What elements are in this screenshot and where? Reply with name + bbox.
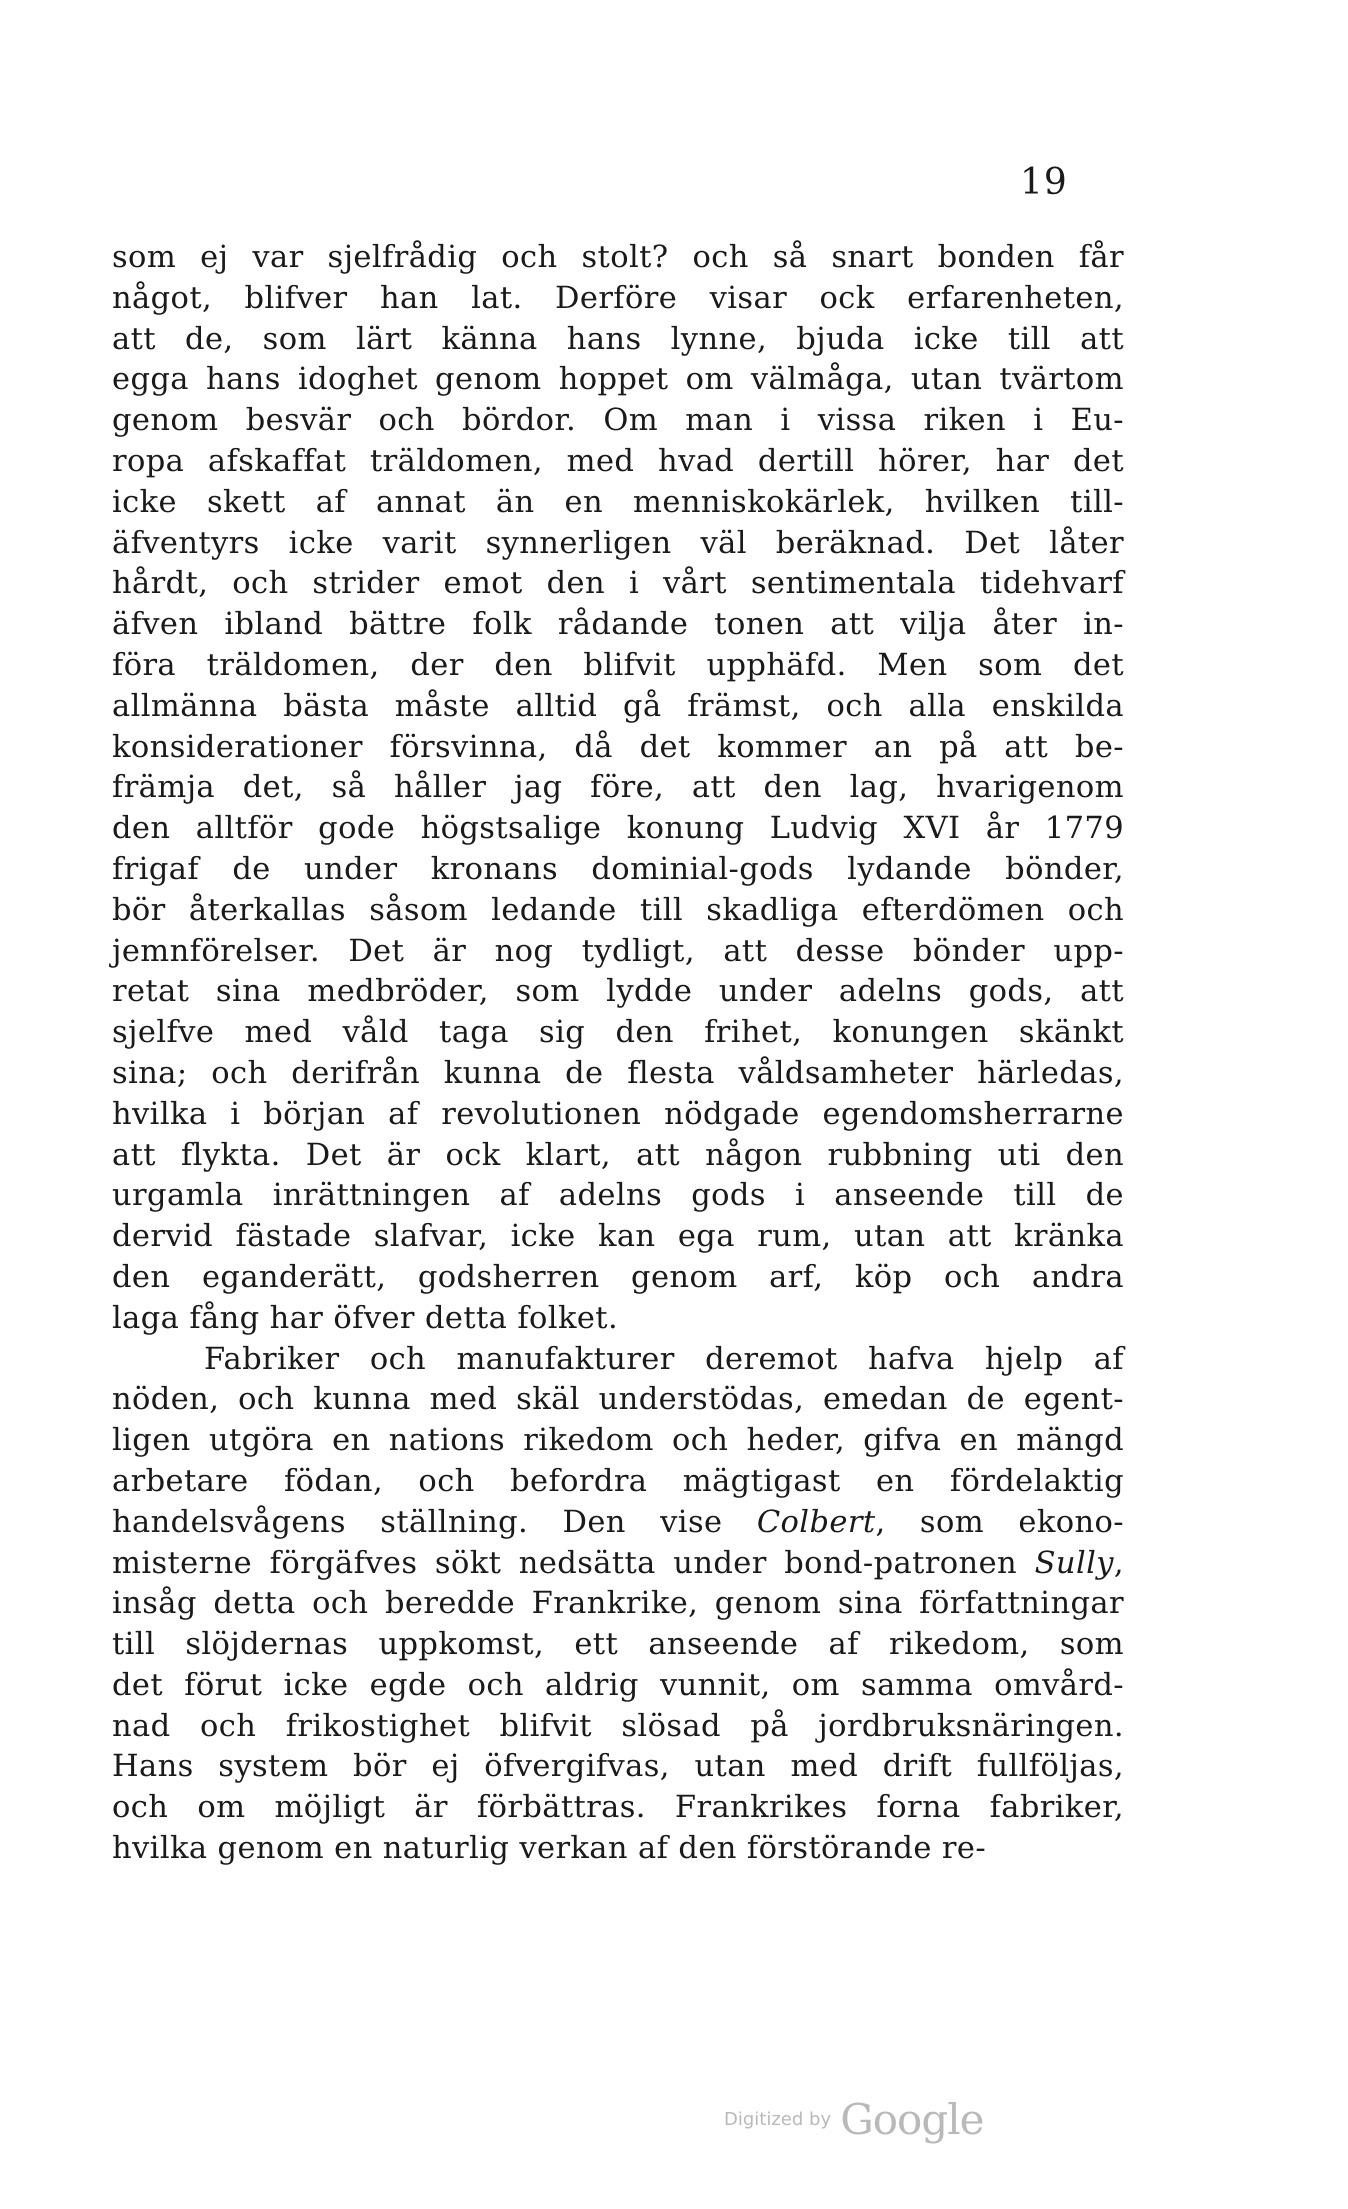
text-line: Fabriker och manufakturer deremot hafva hjelp af [204,1341,1124,1377]
italic-name: Colbert [756,1504,876,1540]
text-line: hårdt, och strider emot den i vårt sentimentala tidehvarf [112,566,1124,602]
text-line: att de, som lärt känna hans lynne, bjuda icke till att [112,321,1124,357]
text-line: dervid fästade slafvar, icke kan ega rum, utan att kränka [112,1219,1124,1255]
text-line: den eganderätt, godsherren genom arf, köp och andra [112,1259,1124,1295]
text-line: hvilka genom en naturlig verkan af den förstörande re- [112,1831,987,1867]
text-line: sjelfve med våld taga sig den frihet, konungen skänkt [112,1015,1124,1051]
text-line: nöden, och kunna med skäl understödas, emedan de egent- [112,1382,1124,1418]
text-line: handelsvågens ställning. Den vise Colbert, som ekono- [112,1504,1125,1540]
text-line: att flykta. Det är ock klart, att någon rubbning uti den [112,1137,1124,1173]
text-line: konsiderationer försvinna, då det kommer an på att be- [112,729,1124,765]
text-line: och om möjligt är förbättras. Frankrikes forna fabriker, [112,1790,1124,1826]
text-line: äfven ibland bättre folk rådande tonen att vilja åter in- [112,607,1124,643]
text-line: insåg detta och beredde Frankrike, genom sina författningar [112,1586,1124,1622]
text-line: ligen utgöra en nations rikedom och heder, gifva en mängd [112,1423,1124,1459]
text-line: arbetare födan, och befordra mägtigast en fördelaktig [112,1463,1124,1499]
body-text [112,238,1124,1870]
digitized-by-google-watermark [724,2095,984,2144]
text-line: ropa afskaffat träldomen, med hvad dertill hörer, har det [112,443,1124,479]
text-line: egga hans idoghet genom hoppet om välmåga, utan tvärtom [112,362,1124,398]
text-line: bör återkallas såsom ledande till skadliga efterdömen och [112,892,1124,928]
italic-name: Sully [1034,1545,1114,1581]
text-line: retat sina medbröder, som lydde under adelns gods, att [112,974,1124,1010]
text-line: misterne förgäfves sökt nedsätta under bond-patronen Sully, [112,1545,1124,1581]
text-line: laga fång har öfver detta folket. [112,1300,619,1336]
text-line: den alltför gode högstsalige konung Ludvig XVI år 1779 [112,811,1124,847]
text-line: främja det, så håller jag före, att den lag, hvarigenom [112,770,1124,806]
text-line: urgamla inrättningen af adelns gods i anseende till de [112,1178,1124,1214]
text-line: det förut icke egde och aldrig vunnit, om samma omvård- [112,1667,1124,1703]
text-line: icke skett af annat än en menniskokärlek, hvilken till- [112,484,1124,520]
text-line: hvilka i början af revolutionen nödgade egendomsherrarne [112,1096,1124,1132]
text-line: föra träldomen, der den blifvit upphäfd. Men som det [112,647,1124,683]
text-line: till slöjdernas uppkomst, ett anseende af rikedom, som [112,1627,1124,1663]
text-line: något, blifver han lat. Derföre visar ock erfarenheten, [112,280,1124,316]
text-line: äfventyrs icke varit synnerligen väl beräknad. Det låter [112,525,1124,561]
text-line: sina; och derifrån kunna de flesta våldsamheter härledas, [112,1055,1124,1091]
text-line: allmänna bästa måste alltid gå främst, och alla enskilda [112,688,1124,724]
text-line: som ej var sjelfrådig och stolt? och så snart bonden får [112,240,1124,275]
text-line: jemnförelser. Det är nog tydligt, att desse bönder upp- [112,933,1124,969]
text-line: Hans system bör ej öfvergifvas, utan med drift fullföljas, [112,1749,1124,1785]
watermark-prefix: Digitized by [724,2109,832,2130]
text-line: frigaf de under kronans dominial-gods lydande bönder, [112,851,1124,887]
text-line: nad och frikostighet blifvit slösad på jordbruksnäringen. [112,1708,1124,1744]
page-number: 19 [1020,162,1068,203]
watermark-brand: Google [840,2095,984,2144]
text-line: genom besvär och bördor. Om man i vissa riken i Eu- [112,403,1124,439]
